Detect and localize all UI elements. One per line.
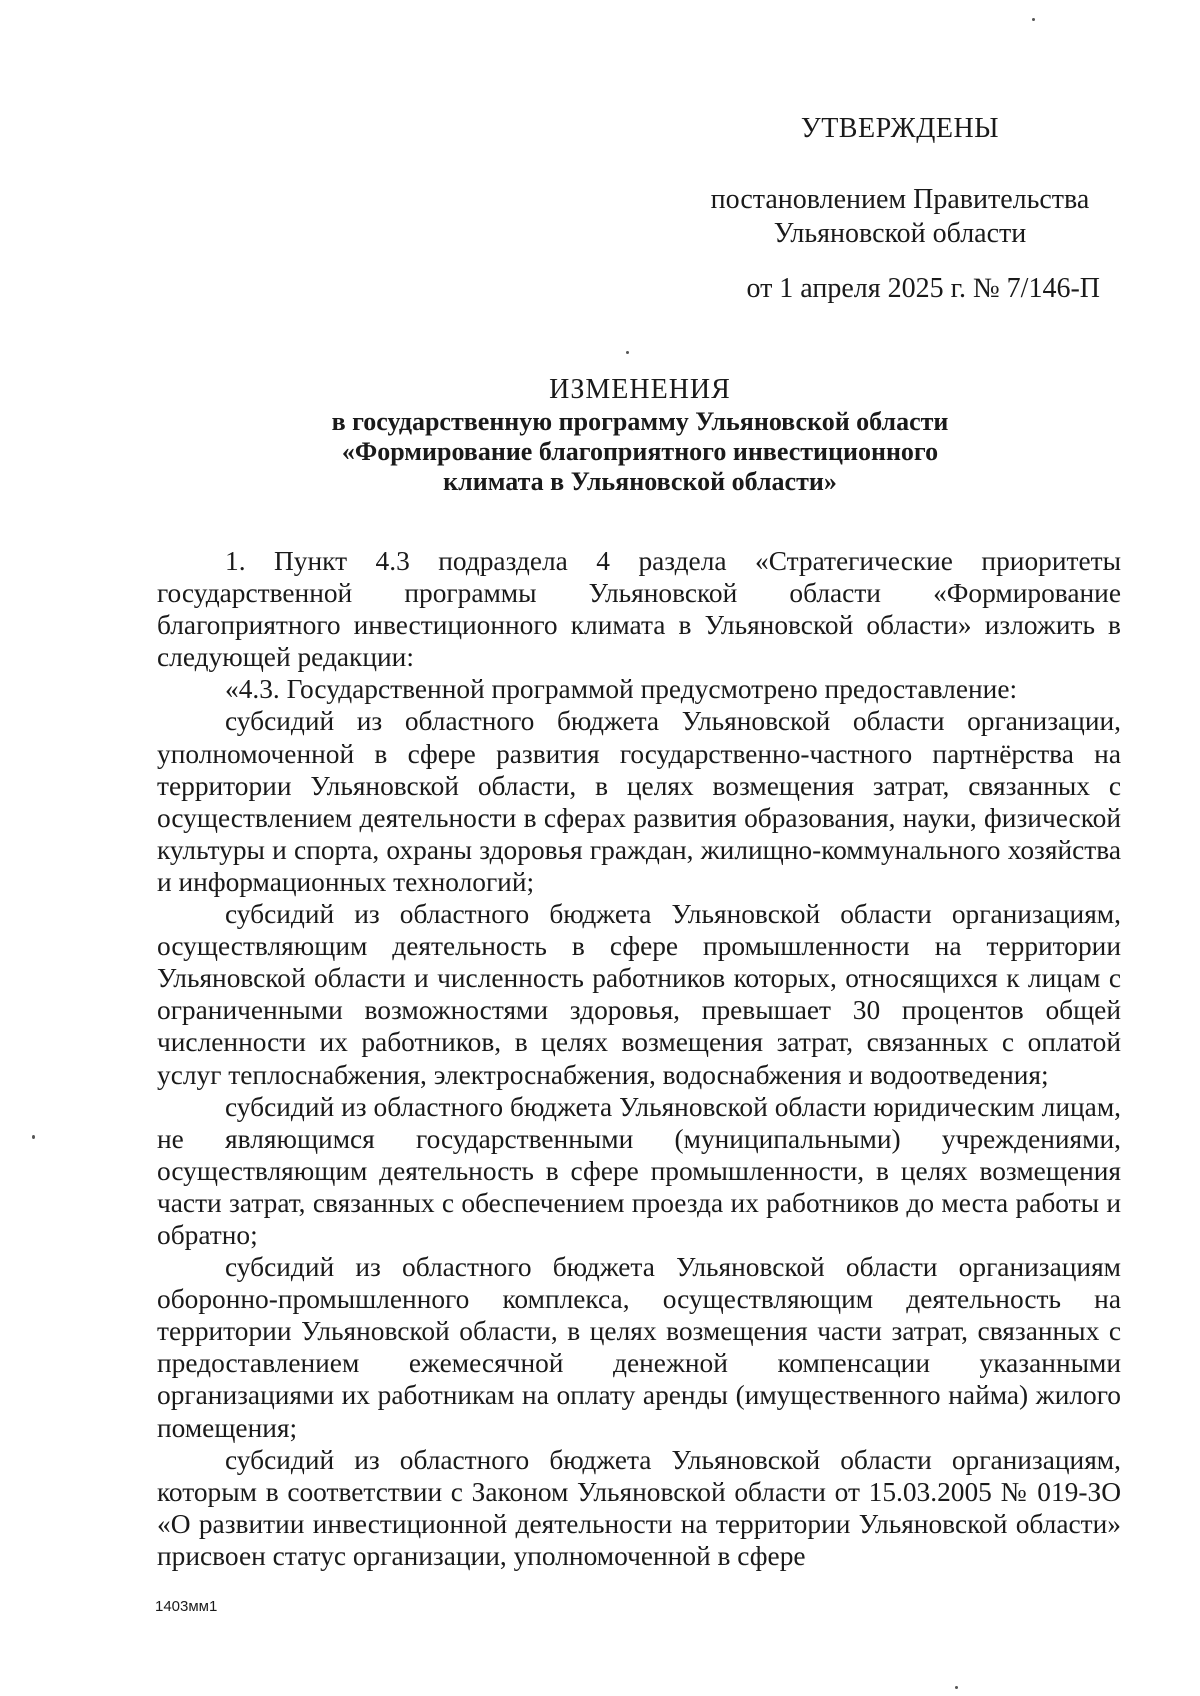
approval-title: УТВЕРЖДЕНЫ — [800, 113, 1000, 144]
paragraph: субсидий из областного бюджета Ульяновской области организациям оборонно-промышленного комплекса, осуществляющим деятельность на территории Ульяновской области, в целях возмещения части затрат, связанных с предоставлением ежемесячной денежной компенсации указанными организациями их работникам на оплату аренды (имущественного найма) жилого помещения; — [157, 1252, 1121, 1443]
approval-authority-line1: постановлением Правительства — [710, 184, 1090, 215]
heading-line-1: в государственную программу Ульяновской области — [331, 407, 949, 436]
scan-speck — [626, 351, 629, 354]
scan-speck — [955, 1686, 958, 1689]
paragraph: «4.3. Государственной программой предусмотрено предоставление: — [225, 674, 1018, 705]
approval-authority-line2: Ульяновской области — [773, 218, 1027, 249]
document-heading — [160, 373, 1120, 497]
heading-line-3: климата в Ульяновской области» — [443, 467, 837, 496]
paragraph: субсидий из областного бюджета Ульяновской области организации, уполномоченной в сфере развития государственно-частного партнёрства на территории Ульяновской области, в целях возмещения затрат, связанных с осуществлением деятельности в сферах развития образования, науки, физической культуры и спорта, охраны здоровья граждан, жилищно-коммунального хозяйства и информационных технологий; — [157, 706, 1121, 897]
approval-authority — [700, 183, 1100, 251]
approval-date: от 1 апреля 2025 г. № 7/146-П — [746, 273, 1100, 304]
document-title: ИЗМЕНЕНИЯ — [549, 374, 731, 405]
paragraph: 1. Пункт 4.3 подраздела 4 раздела «Стратегические приоритеты государственной программы Ульяновской области «Формирование благоприятного инвестиционного климата в Ульяновской области» изложить в следующей редакции: — [157, 546, 1121, 673]
heading-line-2: «Формирование благоприятного инвестиционного — [341, 437, 939, 466]
paragraph: субсидий из областного бюджета Ульяновской области организациям, которым в соответствии с Законом Ульяновской области от 15.03.2005 № 019-ЗО «О развитии инвестиционной деятельности на территории Ульяновской области» присвоен статус организации, уполномоченной в сфере — [157, 1444, 1121, 1571]
paragraph: субсидий из областного бюджета Ульяновской области организациям, осуществляющим деятельность в сфере промышленности на территории Ульяновской области и численность работников которых, относящихся к лицам с ограниченными возможностями здоровья, превышает 30 процентов общей численности их работников, в целях возмещения затрат, связанных с оплатой услуг теплоснабжения, электроснабжения, водоснабжения и водоотведения; — [157, 899, 1121, 1090]
document-body — [157, 545, 1121, 1572]
paragraph: субсидий из областного бюджета Ульяновской области юридическим лицам, не являющимся государственными (муниципальными) учреждениями, осуществляющим деятельность в сфере промышленности, в целях возмещения части затрат, связанных с обеспечением проезда их работников до места работы и обратно; — [157, 1091, 1121, 1250]
scan-speck — [32, 1135, 35, 1139]
scan-speck — [1032, 18, 1035, 21]
document-code: 1403мм1 — [155, 1598, 218, 1615]
